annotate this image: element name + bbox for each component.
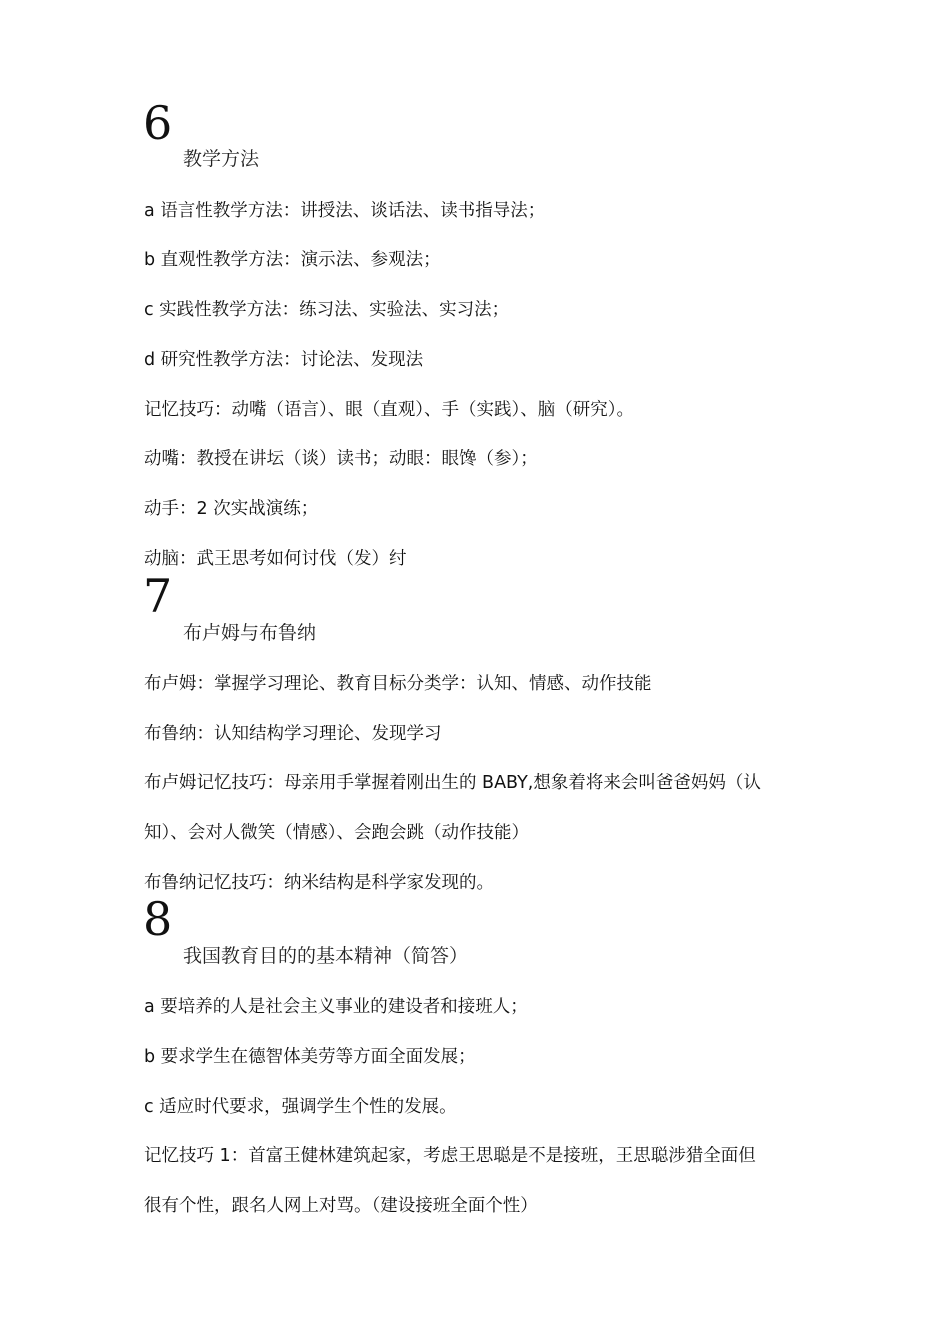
section-number-8: 8	[143, 892, 173, 946]
section-6-line-7: 动手：2 次实战演练；	[144, 499, 319, 519]
section-8-line-4: 记忆技巧 1：首富王健林建筑起家，考虑王思聪是不是接班，王思聪涉猎全面但	[144, 1146, 756, 1166]
section-7-line-2: 布鲁纳：认知结构学习理论、发现学习	[144, 724, 442, 744]
section-6-line-6: 动嘴：教授在讲坛（谈）读书；动眼：眼馋（参）；	[144, 449, 538, 469]
section-6-line-3: c 实践性教学方法：练习法、实验法、实习法；	[144, 300, 510, 320]
section-6-line-1: a 语言性教学方法：讲授法、谈话法、读书指导法；	[144, 201, 546, 221]
section-7-line-4: 知）、会对人微笑（情感）、会跑会跳（动作技能）	[144, 823, 529, 843]
section-title-8: 我国教育目的的基本精神（简答）	[183, 945, 469, 967]
section-6-line-2: b 直观性教学方法：演示法、参观法；	[144, 250, 441, 270]
section-7-line-1: 布卢姆：掌握学习理论、教育目标分类学：认知、情感、动作技能	[144, 674, 652, 694]
section-title-7: 布卢姆与布鲁纳	[183, 622, 317, 644]
section-8-line-5: 很有个性，跟名人网上对骂。（建设接班全面个性）	[144, 1196, 538, 1216]
section-7-line-5: 布鲁纳记忆技巧：纳米结构是科学家发现的。	[144, 873, 494, 893]
section-6-line-8: 动脑：武王思考如何讨伐（发）纣	[144, 549, 407, 569]
section-8-line-3: c 适应时代要求，强调学生个性的发展。	[144, 1097, 457, 1117]
section-6-line-4: d 研究性教学方法：讨论法、发现法	[144, 350, 424, 370]
section-number-7: 7	[143, 569, 173, 623]
section-number-6: 6	[143, 96, 173, 150]
section-8-line-1: a 要培养的人是社会主义事业的建设者和接班人；	[144, 997, 528, 1017]
section-title-6: 教学方法	[183, 148, 260, 170]
section-6-line-5: 记忆技巧：动嘴（语言）、眼（直观）、手（实践）、脑（研究）。	[144, 400, 634, 420]
section-7-line-3: 布卢姆记忆技巧：母亲用手掌握着刚出生的 BABY,想象着将来会叫爸爸妈妈（认	[144, 773, 761, 793]
section-8-line-2: b 要求学生在德智体美劳等方面全面发展；	[144, 1047, 476, 1067]
